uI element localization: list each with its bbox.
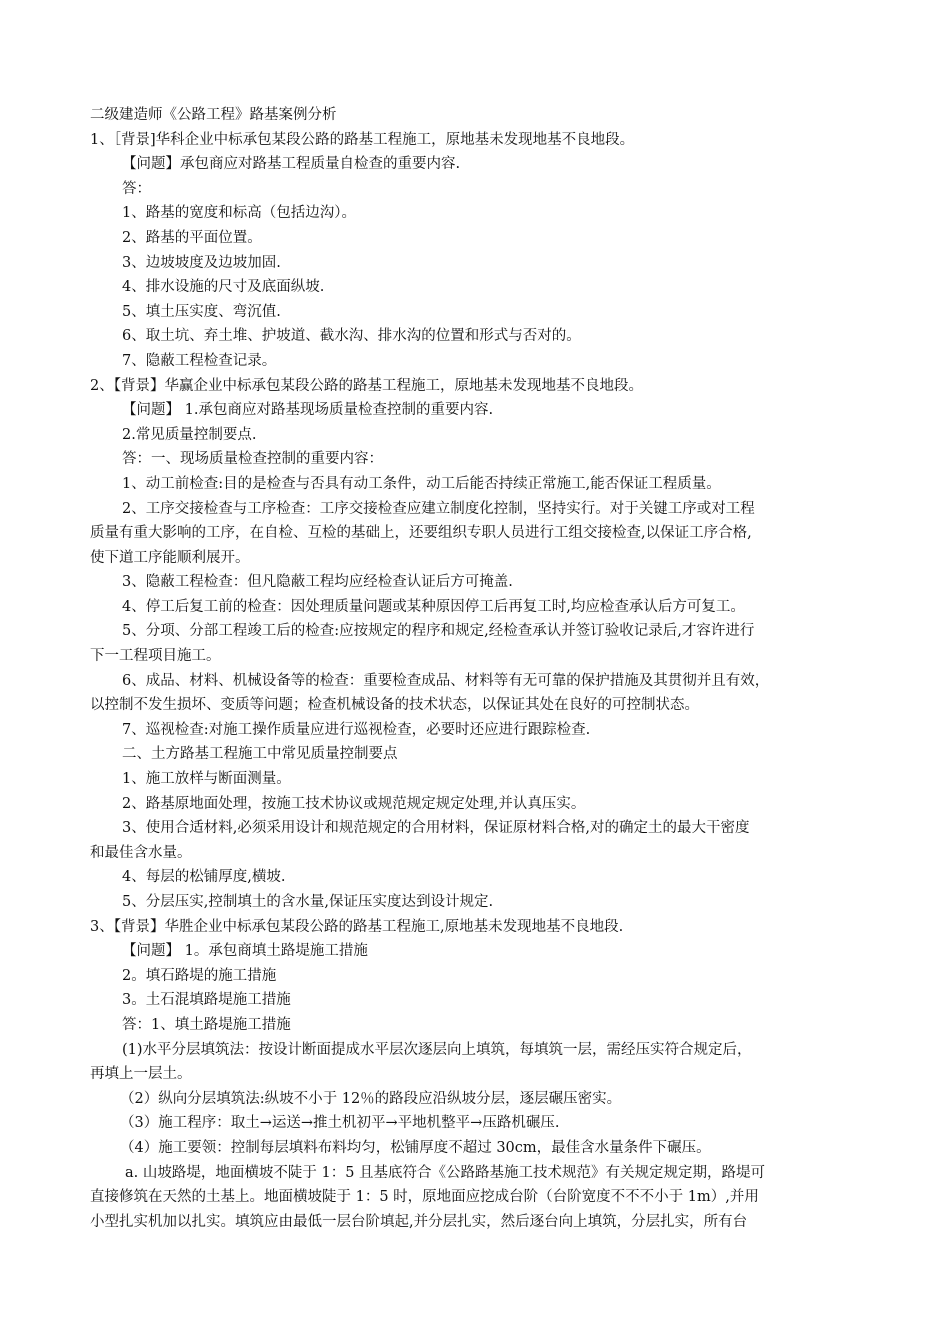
text-line: 2、【背景】华赢企业中标承包某段公路的路基工程施工，原地基未发现地基不良地段。 — [90, 377, 643, 394]
text-line: 6、取土坑、弃土堆、护坡道、截水沟、排水沟的位置和形式与否对的。 — [122, 328, 581, 345]
text-line: 5、分项、分部工程竣工后的检查:应按规定的程序和规定,经检查承认并签订验收记录后,才容许进行 — [122, 623, 755, 640]
text-line: 4、每层的松铺厚度,横坡. — [122, 869, 286, 886]
text-line: 再填上一层土。 — [90, 1066, 192, 1083]
text-line: 以控制不发生损坏、变质等问题；检查机械设备的技术状态，以保证其处在良好的可控制状态。 — [90, 697, 699, 714]
text-line: 2.常见质量控制要点. — [122, 426, 257, 443]
text-line: 1、路基的宽度和标高（包括边沟）。 — [122, 205, 356, 222]
document-body — [90, 128, 870, 1235]
text-line: 5、填土压实度、弯沉值. — [122, 303, 281, 320]
text-line: 3、使用合适材料,必须采用设计和规范规定的合用材料，保证原材料合格,对的确定土的最大干密度 — [122, 820, 750, 837]
text-line: 质量有重大影响的工序，在自检、互检的基础上，还要组织专职人员进行工组交接检查,以保证工序合格, — [90, 525, 752, 542]
text-line: 7、巡视检查:对施工操作质量应进行巡视检查，必要时还应进行跟踪检查. — [122, 721, 591, 738]
text-line: 5、分层压实,控制填土的含水量,保证压实度达到设计规定. — [122, 894, 494, 910]
text-line: 1、动工前检查:目的是检查与否具有动工条件，动工后能否持续正常施工,能否保证工程质量。 — [122, 475, 721, 492]
text-line: 1、［背景]华科企业中标承包某段公路的路基工程施工，原地基未发现地基不良地段。 — [90, 131, 635, 148]
text-line: （4）施工要领：控制每层填料布料均匀，松铺厚度不超过 30cm，最佳含水量条件下碾压。 — [120, 1139, 711, 1156]
text-line: 2、路基的平面位置。 — [122, 229, 262, 246]
text-line: 2。填石路堤的施工措施 — [122, 967, 277, 984]
text-line: 2、路基原地面处理，按施工技术协议或规范规定规定处理,并认真压实。 — [122, 795, 586, 812]
text-line: 6、成品、材料、机械设备等的检查：重要检查成品、材料等有无可靠的保护措施及其贯彻并且有效， — [122, 672, 770, 689]
text-line: 答：1、填土路堤施工措施 — [122, 1016, 291, 1033]
text-line: a. 山坡路堤，地面横坡不陡于 1：5 且基底符合《公路路基施工技术规范》有关规定规定期，路堤可 — [125, 1164, 766, 1181]
text-line: （3）施工程序：取土→运送→推土机初平→平地机整平→压路机碾压. — [120, 1115, 560, 1132]
text-line: 答： — [122, 180, 151, 197]
text-line: 【问题】 1.承包商应对路基现场质量检查控制的重要内容. — [122, 402, 494, 419]
text-line: 2、工序交接检查与工序检查：工序交接检查应建立制度化控制，坚持实行。对于关键工序或对工程 — [122, 500, 755, 517]
text-line: 3。土石混填路堤施工措施 — [122, 992, 291, 1009]
text-line: 下一工程项目施工。 — [90, 648, 221, 665]
text-line: (1)水平分层填筑法：按设计断面提成水平层次逐层向上填筑，每填筑一层，需经压实符合规定后， — [122, 1041, 752, 1058]
text-line: 使下道工序能顺利展开。 — [90, 549, 250, 566]
text-line: 3、隐蔽工程检查：但凡隐蔽工程均应经检查认证后方可掩盖. — [122, 574, 513, 591]
text-line: 1、施工放样与断面测量。 — [122, 771, 291, 788]
text-line: 7、隐蔽工程检查记录。 — [122, 352, 277, 369]
text-line: 3、【背景】华胜企业中标承包某段公路的路基工程施工,原地基未发现地基不良地段. — [90, 918, 624, 935]
text-line: 二、土方路基工程施工中常见质量控制要点 — [122, 746, 398, 763]
text-line: （2）纵向分层填筑法:纵坡不小于 12％的路段应沿纵坡分层，逐层碾压密实。 — [120, 1090, 622, 1107]
text-line: 小型扎实机加以扎实。填筑应由最低一层台阶填起,并分层扎实，然后逐台向上填筑，分层扎实，所有台 — [90, 1213, 748, 1230]
document-title: 二级建造师《公路工程》路基案例分析 — [90, 107, 337, 123]
text-line: 【问题】 1。承包商填土路堤施工措施 — [122, 943, 368, 960]
text-line: 4、排水设施的尺寸及底面纵坡. — [122, 279, 325, 296]
text-line: 3、边坡坡度及边坡加固. — [122, 254, 281, 271]
text-line: 和最佳含水量。 — [90, 844, 192, 861]
text-line: 直接修筑在天然的土基上。地面横坡陡于 1：5 时，原地面应挖成台阶（台阶宽度不不不小于 1m）,并用 — [90, 1189, 759, 1206]
text-line: 答：一、现场质量检查控制的重要内容： — [122, 451, 383, 468]
text-line: 4、停工后复工前的检查：因处理质量问题或某种原因停工后再复工时,均应检查承认后方可复工。 — [122, 598, 745, 615]
text-line: 【问题】承包商应对路基工程质量自检查的重要内容. — [122, 156, 461, 173]
